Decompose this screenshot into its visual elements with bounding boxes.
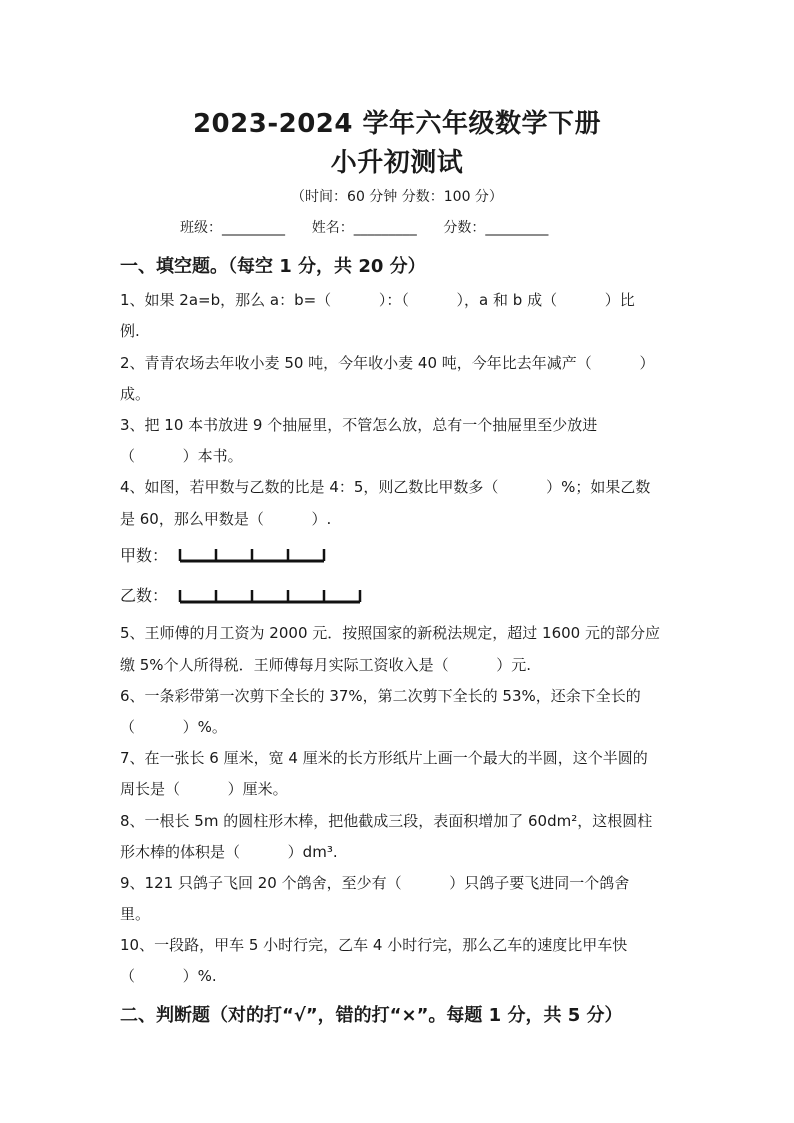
jia-label: 甲数： bbox=[120, 546, 169, 565]
question-line: 7、在一张长 6 厘米，宽 4 厘米的长方形纸片上画一个最大的半圆，这个半圆的 bbox=[120, 749, 648, 767]
jia-bar bbox=[180, 549, 324, 561]
question-line: 9、121 只鸽子飞回 20 个鸽舍，至少有（ ）只鸽子要飞进同一个鸽舍 bbox=[120, 874, 630, 892]
exam-subtitle: 小升初测试 bbox=[330, 148, 464, 178]
question-line: 例. bbox=[120, 322, 140, 340]
question-line: （ ）本书。 bbox=[120, 447, 243, 465]
question-line: 4、如图，若甲数与乙数的比是 4：5，则乙数比甲数多（ ）%；如果乙数 bbox=[120, 478, 651, 496]
question-line: 2、青青农场去年收小麦 50 吨，今年收小麦 40 吨，今年比去年减产（ ） bbox=[120, 354, 655, 372]
question-line: （ ）%。 bbox=[120, 718, 227, 736]
question-line: 10、一段路，甲车 5 小时行完，乙车 4 小时行完，那么乙车的速度比甲车快 bbox=[120, 936, 628, 954]
time-score-info: （时间：60 分钟 分数：100 分） bbox=[291, 189, 503, 205]
question-line: 5、王师傅的月工资为 2000 元．按照国家的新税法规定，超过 1600 元的部分应 bbox=[120, 624, 660, 642]
yi-label: 乙数： bbox=[120, 586, 169, 605]
question-line: 缴 5%个人所得税．王师傅每月实际工资收入是（ ）元. bbox=[120, 656, 532, 674]
section2-heading: 二、判断题（对的打“√”，错的打“×”。每题 1 分，共 5 分） bbox=[120, 1005, 623, 1026]
exam-title: 2023-2024 学年六年级数学下册 bbox=[192, 109, 602, 139]
question-line: 周长是（ ）厘米。 bbox=[120, 780, 288, 798]
student-info-fields: 班级：_________ 姓名：_________ 分数：_________ bbox=[180, 220, 549, 236]
question-line: 形木棒的体积是（ ）dm³. bbox=[120, 843, 338, 861]
yi-bar bbox=[180, 590, 360, 602]
question-line: 6、一条彩带第一次剪下全长的 37%，第二次剪下全长的 53%，还余下全长的 bbox=[120, 687, 641, 705]
question-line: （ ）%. bbox=[120, 967, 217, 985]
question-line: 1、如果 2a=b，那么 a：b=（ ）：（ ），a 和 b 成（ ）比 bbox=[120, 291, 635, 309]
question-line: 成。 bbox=[120, 385, 151, 403]
section1-heading: 一、填空题。（每空 1 分，共 20 分） bbox=[120, 256, 426, 277]
question-line: 3、把 10 本书放进 9 个抽屉里，不管怎么放，总有一个抽屉里至少放进 bbox=[120, 416, 598, 434]
question-line: 是 60，那么甲数是（ ）. bbox=[120, 510, 332, 528]
question-line: 8、一根长 5m 的圆柱形木棒，把他截成三段，表面积增加了 60dm²，这根圆柱 bbox=[120, 812, 653, 830]
question-line: 里。 bbox=[120, 905, 151, 923]
